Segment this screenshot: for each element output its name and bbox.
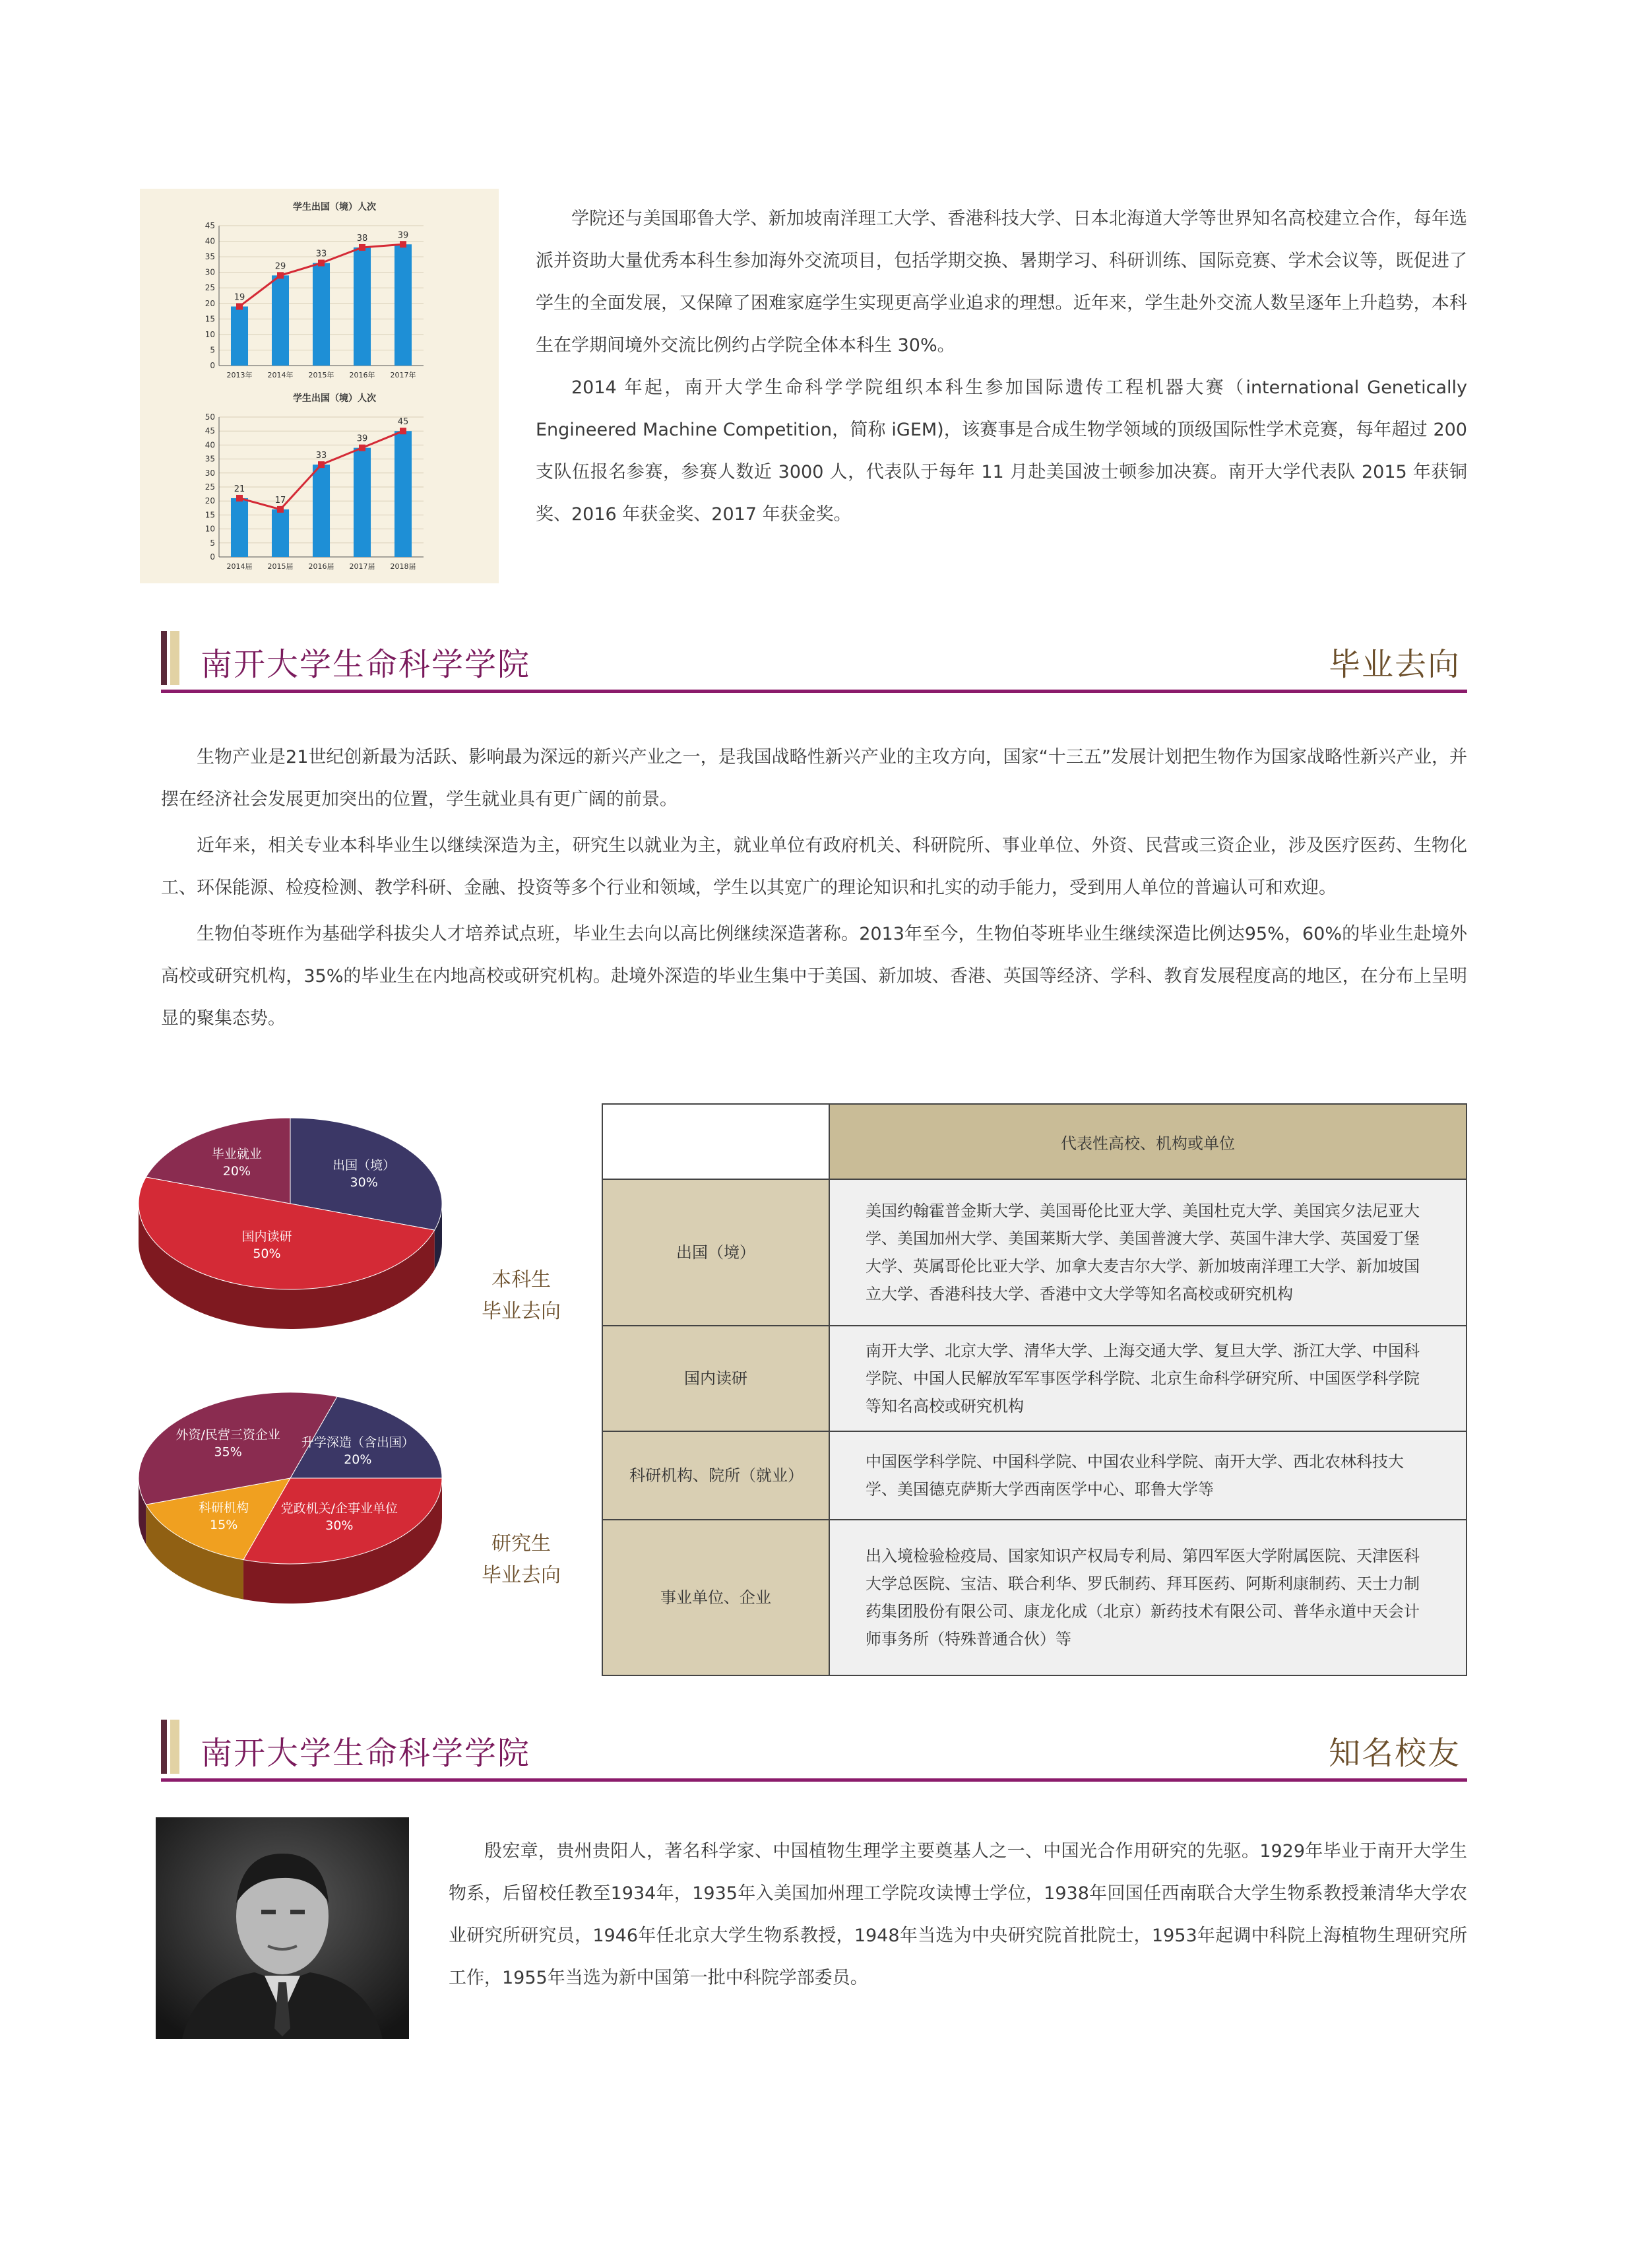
table-content: 出入境检验检疫局、国家知识产权局专利局、第四军医大学附属医院、天津医科大学总医院、宝洁、联合利华、罗氏制药、拜耳医药、阿斯利康制药、天士力制药集团股份有限公司、康龙化成（北京）新药技术有限公司、普华永道中天会计师事务所（特殊普通合伙）等 bbox=[829, 1520, 1467, 1675]
intro-paragraph-2: 2014 年起，南开大学生命科学学院组织本科生参加国际遗传工程机器大赛（international Genetically Engineered Machine Competition，简称 iGEM)，该赛事是合成生物学领域的顶级国际性学术竞赛，每年超过 200 支队伍报名参赛，参赛人数近 3000 人，代表队于每年 11 月赴美国波士顿参加决赛。南开大学代表队 2015 年获铜奖、2016 年获金奖、2017 年获金奖。 bbox=[536, 377, 1467, 525]
bar bbox=[395, 431, 412, 557]
pie-slice-name: 党政机关/企事业单位 bbox=[280, 1501, 398, 1516]
data-label: 19 bbox=[234, 292, 245, 303]
table-row bbox=[602, 1520, 1467, 1675]
section-title: 南开大学生命科学学院 bbox=[201, 646, 531, 683]
section-header-career bbox=[161, 627, 1467, 693]
table-row bbox=[602, 1179, 1467, 1326]
data-label: 45 bbox=[397, 417, 409, 428]
y-tick-label: 0 bbox=[210, 361, 215, 370]
pie-slice-name: 升学深造（含出国） bbox=[301, 1435, 414, 1450]
table-header: 代表性高校、机构或单位 bbox=[829, 1104, 1467, 1179]
x-tick-label: 2015年 bbox=[308, 371, 334, 379]
destination-table bbox=[602, 1103, 1467, 1676]
y-tick-label: 5 bbox=[210, 345, 215, 355]
portrait-icon bbox=[156, 1817, 409, 2039]
y-tick-label: 50 bbox=[205, 412, 215, 422]
trend-point bbox=[277, 506, 284, 513]
pie-slice-name: 外资/民营三资企业 bbox=[175, 1427, 280, 1442]
table-category: 事业单位、企业 bbox=[602, 1520, 829, 1675]
data-label: 29 bbox=[274, 261, 286, 272]
data-label: 39 bbox=[397, 230, 409, 241]
y-tick-label: 45 bbox=[205, 426, 215, 436]
intro-paragraph-1: 学院还与美国耶鲁大学、新加坡南洋理工大学、香港科技大学、日本北海道大学等世界知名高校建立合作，每年选派并资助大量优秀本科生参加海外交流项目，包括学期交换、暑期学习、科研训练、国际竞赛、学术会议等，既促进了学生的全面发展，又保障了困难家庭学生实现更高学业追求的理想。近年来，学生赴外交流人数呈逐年上升趋势，本科生在学期间境外交流比例约占学院全体本科生 30%。 bbox=[536, 209, 1467, 356]
alumni-portrait-photo bbox=[156, 1817, 409, 2039]
alumni-text bbox=[449, 1831, 1467, 1999]
pie-slice-value: 30% bbox=[350, 1175, 378, 1190]
bar bbox=[313, 465, 330, 557]
pie-slice-value: 50% bbox=[253, 1246, 281, 1261]
header-bar-gold bbox=[170, 1720, 179, 1774]
table-category: 出国（境） bbox=[602, 1179, 829, 1326]
header-underline bbox=[161, 690, 1467, 693]
x-tick-label: 2017届 bbox=[349, 562, 375, 571]
bar bbox=[231, 306, 248, 366]
x-tick-label: 2016届 bbox=[308, 562, 334, 571]
x-tick-label: 2014届 bbox=[226, 562, 253, 571]
y-tick-label: 15 bbox=[205, 314, 215, 324]
chart-title: 学生出国（境）人次 bbox=[293, 202, 376, 212]
table-header-row bbox=[602, 1104, 1467, 1179]
pie-slice-value: 35% bbox=[214, 1444, 242, 1460]
trend-point bbox=[359, 244, 365, 251]
outbound-chart-2013-2017 bbox=[140, 195, 499, 387]
section-header-alumni bbox=[161, 1716, 1467, 1782]
table-category: 科研机构、院所（就业） bbox=[602, 1431, 829, 1520]
y-tick-label: 20 bbox=[205, 298, 215, 308]
trend-point bbox=[318, 461, 325, 468]
table-row bbox=[602, 1431, 1467, 1520]
y-tick-label: 15 bbox=[205, 510, 215, 520]
y-tick-label: 45 bbox=[205, 221, 215, 230]
pie-label-line2: 毕业去向 bbox=[482, 1300, 561, 1323]
pie-slice-name: 科研机构 bbox=[199, 1500, 249, 1515]
pie-slice-name: 国内读研 bbox=[241, 1229, 292, 1244]
y-tick-label: 35 bbox=[205, 454, 215, 464]
y-tick-label: 25 bbox=[205, 283, 215, 293]
y-tick-label: 5 bbox=[210, 538, 215, 548]
bar bbox=[313, 263, 330, 366]
header-bar-dark bbox=[161, 631, 167, 685]
table-content: 中国医学科学院、中国科学院、中国农业科学院、南开大学、西北农林科技大学、美国德克萨斯大学西南医学中心、耶鲁大学等 bbox=[829, 1431, 1467, 1520]
y-tick-label: 40 bbox=[205, 440, 215, 450]
y-tick-label: 10 bbox=[205, 524, 215, 534]
y-tick-label: 25 bbox=[205, 482, 215, 492]
y-tick-label: 30 bbox=[205, 468, 215, 478]
table-row bbox=[602, 1326, 1467, 1431]
bar bbox=[272, 509, 289, 557]
table-content: 美国约翰霍普金斯大学、美国哥伦比亚大学、美国杜克大学、美国宾夕法尼亚大学、美国加州大学、美国莱斯大学、美国普渡大学、英国牛津大学、英国爱丁堡大学、英属哥伦比亚大学、加拿大麦吉尔大学、新加坡南洋理工大学、新加坡国立大学、香港科技大学、香港中文大学等知名高校或研究机构 bbox=[829, 1179, 1467, 1326]
undergrad-pie-chart bbox=[132, 1111, 449, 1349]
pie-slice-value: 15% bbox=[210, 1517, 238, 1532]
trend-point bbox=[318, 260, 325, 267]
pie-slice-value: 20% bbox=[344, 1452, 372, 1467]
pie-slice-value: 20% bbox=[222, 1163, 251, 1179]
trend-point bbox=[236, 495, 243, 502]
undergrad-pie-label bbox=[468, 1264, 574, 1328]
header-bar-dark bbox=[161, 1720, 167, 1774]
career-paragraph-1: 生物产业是21世纪创新最为活跃、影响最为深远的新兴产业之一，是我国战略性新兴产业的主攻方向，国家“十三五”发展计划把生物作为国家战略性新兴产业，并摆在经济社会发展更加突出的位置，学生就业具有更广阔的前景。 bbox=[161, 747, 1467, 810]
trend-point bbox=[400, 241, 406, 247]
x-tick-label: 2013年 bbox=[226, 371, 253, 379]
table-corner bbox=[602, 1104, 829, 1179]
y-tick-label: 20 bbox=[205, 496, 215, 506]
trend-point bbox=[400, 428, 406, 434]
x-tick-label: 2018届 bbox=[390, 562, 416, 571]
trend-point bbox=[359, 445, 365, 451]
y-tick-label: 10 bbox=[205, 329, 215, 339]
intro-text bbox=[536, 198, 1467, 536]
data-label: 33 bbox=[315, 451, 327, 461]
graduate-pie-chart bbox=[132, 1386, 449, 1623]
bar bbox=[395, 244, 412, 366]
y-tick-label: 35 bbox=[205, 252, 215, 262]
y-tick-label: 30 bbox=[205, 267, 215, 277]
y-tick-label: 0 bbox=[210, 552, 215, 562]
chart-title: 学生出国（境）人次 bbox=[293, 393, 376, 404]
data-label: 21 bbox=[234, 484, 245, 494]
data-label: 38 bbox=[356, 233, 368, 243]
outbound-chart-2014-2018 bbox=[140, 387, 499, 578]
table-category: 国内读研 bbox=[602, 1326, 829, 1431]
alumni-paragraph: 殷宏章，贵州贵阳人，著名科学家、中国植物生理学主要奠基人之一、中国光合作用研究的先驱。1929年毕业于南开大学生物系，后留校任教至1934年，1935年入美国加州理工学院攻读博士学位，1938年回国任西南联合大学生物系教授兼清华大学农业研究所研究员，1946年任北京大学生物系教授，1948年当选为中央研究院首批院士，1953年起调中科院上海植物生理研究所工作，1955年当选为新中国第一批中科院学部委员。 bbox=[449, 1841, 1467, 1988]
data-label: 33 bbox=[315, 249, 327, 259]
section-tag: 知名校友 bbox=[1328, 1735, 1461, 1772]
pie-label-line1: 研究生 bbox=[491, 1532, 551, 1555]
header-bar-gold bbox=[170, 631, 179, 685]
trend-point bbox=[236, 303, 243, 309]
bar bbox=[272, 275, 289, 366]
x-tick-label: 2017年 bbox=[390, 371, 416, 379]
graduate-pie-label bbox=[468, 1528, 574, 1592]
bar bbox=[354, 448, 371, 557]
pie-slice-name: 出国（境） bbox=[332, 1158, 396, 1173]
pie-label-line2: 毕业去向 bbox=[482, 1564, 561, 1587]
x-tick-label: 2014年 bbox=[267, 371, 294, 379]
career-text bbox=[161, 736, 1467, 1040]
header-underline bbox=[161, 1778, 1467, 1782]
career-paragraph-2: 近年来，相关专业本科毕业生以继续深造为主，研究生以就业为主，就业单位有政府机关、科研院所、事业单位、外资、民营或三资企业，涉及医疗医药、生物化工、环保能源、检疫检测、教学科研、金融、投资等多个行业和领域，学生以其宽广的理论知识和扎实的动手能力，受到用人单位的普遍认可和欢迎。 bbox=[161, 835, 1467, 898]
pie-label-line1: 本科生 bbox=[491, 1268, 551, 1291]
x-tick-label: 2016年 bbox=[349, 371, 375, 379]
bar bbox=[354, 247, 371, 366]
data-label: 39 bbox=[356, 434, 368, 444]
trend-point bbox=[277, 272, 284, 278]
pie-slice-name: 毕业就业 bbox=[211, 1146, 262, 1161]
section-title: 南开大学生命科学学院 bbox=[201, 1735, 531, 1772]
y-tick-label: 40 bbox=[205, 236, 215, 246]
section-tag: 毕业去向 bbox=[1328, 646, 1461, 683]
pie-slice-value: 30% bbox=[325, 1518, 354, 1533]
chart-panel bbox=[140, 189, 499, 583]
bar bbox=[231, 498, 248, 557]
career-paragraph-3: 生物伯苓班作为基础学科拔尖人才培养试点班，毕业生去向以高比例继续深造著称。2013年至今，生物伯苓班毕业生继续深造比例达95%，60%的毕业生赴境外高校或研究机构，35%的毕业生在内地高校或研究机构。赴境外深造的毕业生集中于美国、新加坡、香港、英国等经济、学科、教育发展程度高的地区，在分布上呈明显的聚集态势。 bbox=[161, 924, 1467, 1029]
table-content: 南开大学、北京大学、清华大学、上海交通大学、复旦大学、浙江大学、中国科学院、中国人民解放军军事医学科学院、北京生命科学研究所、中国医学科学院等知名高校或研究机构 bbox=[829, 1326, 1467, 1431]
x-tick-label: 2015届 bbox=[267, 562, 294, 571]
data-label: 17 bbox=[274, 495, 286, 505]
